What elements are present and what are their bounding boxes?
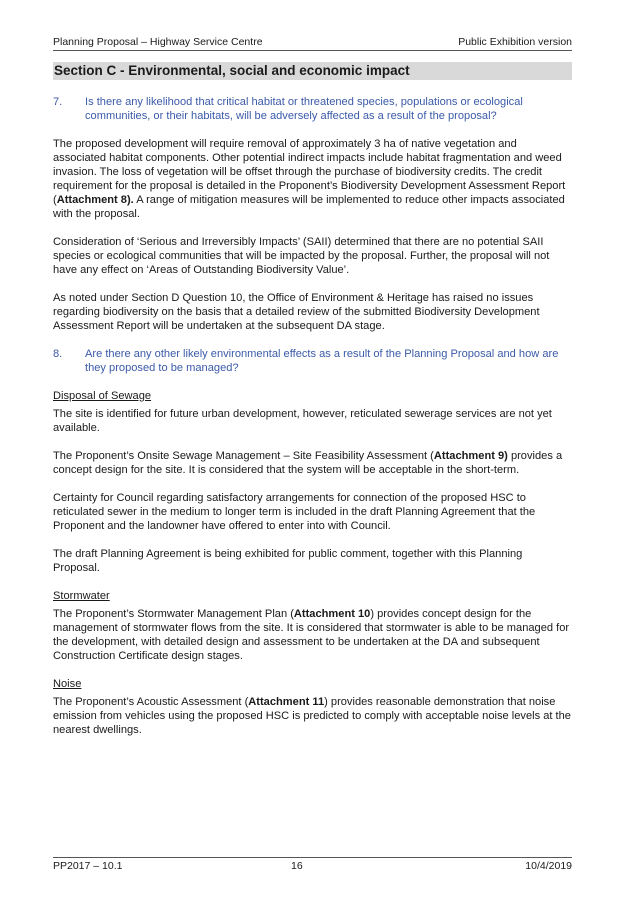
text-run: The Proponent’s Onsite Sewage Management – Site Feasibility Assessment (	[53, 450, 434, 462]
text-run: ) provides reasonable demonstration that noise emission from vehicles using the proposed HSC is predicted to comply with acceptable noise levels at the nearest dwellings.	[53, 696, 571, 736]
question-number: 8.	[53, 348, 63, 360]
section-heading: Section C - Environmental, social and economic impact	[53, 62, 572, 80]
question-number: 7.	[53, 96, 63, 108]
header-version: Public Exhibition version	[458, 36, 572, 48]
paragraph-stormwater	[53, 607, 572, 663]
attachment-reference: Attachment 11	[248, 696, 325, 708]
paragraph-oeh: As noted under Section D Question 10, the Office of Environment & Heritage has raised no issues regarding biodiversity on the basis that a detailed review of the submitted Biodiversity Development Assessment Report will be undertaken at the subsequent DA stage.	[53, 292, 540, 332]
footer-reference: PP2017 – 10.1	[53, 860, 123, 872]
header-title: Planning Proposal – Highway Service Centre	[53, 36, 263, 48]
subheading-sewage: Disposal of Sewage	[53, 390, 152, 402]
attachment-reference: Attachment 8).	[56, 194, 134, 206]
paragraph-noise	[53, 695, 572, 737]
text-run: provides a concept design for the site. It is considered that the system will be acceptable in the short-term.	[53, 450, 563, 476]
paragraph-sewage-4: The draft Planning Agreement is being exhibited for public comment, together with this Planning Proposal.	[53, 548, 523, 574]
paragraph-sewage-1: The site is identified for future urban development, however, reticulated sewerage services are not yet available.	[53, 408, 552, 434]
question-text: Is there any likelihood that critical habitat or threatened species, populations or ecological communities, or their habitats, will be adversely affected as a result of the proposal?	[85, 96, 523, 122]
text-run: ) provides concept design for the management of stormwater flows from the site. It is considered that stormwater is able to be managed for the development, with detailed design and assessment to be undertaken at the DA and subsequent Construction Certificate design stages.	[53, 608, 570, 662]
text-run: The Proponent’s Stormwater Management Plan (	[53, 608, 294, 620]
question-8	[53, 347, 572, 375]
paragraph-sewage-3: Certainty for Council regarding satisfactory arrangements for connection of the proposed HSC to reticulated sewer in the medium to longer term is included in the draft Planning Agreement that the Proponent and the landowner have offered to enter into with Council.	[53, 492, 536, 532]
text-run: The Proponent’s Acoustic Assessment (	[53, 696, 249, 708]
page-number: 16	[291, 860, 303, 872]
paragraph-saii: Consideration of ‘Serious and Irreversibly Impacts’ (SAII) determined that there are no potential SAII species or ecological communities that will be impacted by the proposal. Further, the proposal will not have any effect on ‘Areas of Outstanding Biodiversity Value’.	[53, 236, 550, 276]
question-7	[53, 95, 572, 123]
text-run: The proposed development will require removal of approximately 3 ha of native vegetation and associated habitat components. Other potential indirect impacts include habitat fragmentation and weed invasion. The loss of vegetation will be offset through the purchase of biodiversity credits. The credit requirement for the proposal is detailed in the Proponent’s Biodiversity Development Assessment Report (	[53, 138, 566, 206]
footer-date: 10/4/2019	[525, 860, 572, 872]
subheading-stormwater: Stormwater	[53, 590, 110, 602]
subheading-noise: Noise	[53, 678, 82, 690]
paragraph-biodiversity	[53, 137, 572, 221]
text-run: A range of mitigation measures will be implemented to reduce other impacts associated with the proposal.	[53, 194, 565, 220]
document-body	[53, 95, 572, 751]
attachment-reference: Attachment 10	[293, 608, 371, 620]
question-text: Are there any other likely environmental effects as a result of the Planning Proposal and how are they proposed to be managed?	[85, 348, 559, 374]
page-footer	[53, 857, 572, 874]
attachment-reference: Attachment 9)	[433, 450, 508, 462]
paragraph-sewage-2	[53, 449, 572, 477]
page-header	[53, 36, 572, 51]
